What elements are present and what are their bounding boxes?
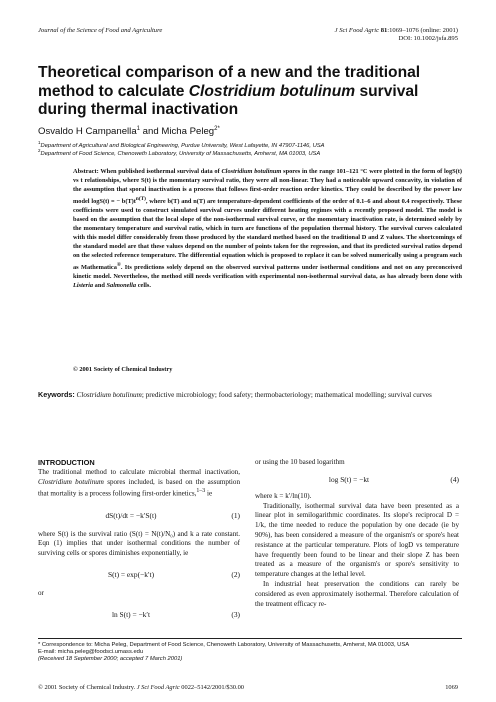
abstract bbox=[73, 168, 462, 291]
equation-3-formula: ln S(t) = −k′t bbox=[111, 609, 151, 619]
right-column bbox=[255, 458, 459, 609]
citation-volume: 81 bbox=[380, 27, 388, 34]
affiliation-1-text: Department of Agricultural and Biological Engineering, Purdue University, West Lafayette, IN 47907-1146, USA bbox=[40, 142, 325, 149]
author-2-sup: 2* bbox=[214, 126, 220, 132]
intro-p1c: spores included, is based on the assumption that mortality is a process following first-order kinetics, bbox=[38, 477, 241, 498]
citation-pages: :1069–1076 (online: 2001) bbox=[387, 27, 458, 34]
equation-4-formula: log S(t) = −kt bbox=[328, 474, 370, 484]
abstract-s3: spores in the range 101–121 °C were plotted in the form of logS(t) vs t relationships, where S(t) is the momentary survival ratio, they were all non-linear. They had a noticeable upward concavity, in violation of the assumption that sporal inactivation is a process that follows first-order reaction order kinetics. They could be described by the power law model logS(t) = − b(T)t bbox=[73, 168, 463, 205]
right-p0: or using the 10 based logarithm bbox=[255, 458, 345, 466]
right-p3: In industrial heat preservation the conditions can rarely be considered as even approximately isothermal. Therefore calculation of the treatment efficacy re- bbox=[255, 579, 459, 608]
author-1-sup: 1 bbox=[136, 126, 140, 132]
journal-name: Journal of the Science of Food and Agriculture bbox=[38, 27, 163, 34]
abstract-s7: and bbox=[93, 281, 107, 289]
keywords bbox=[38, 390, 462, 401]
intro-paragraph-1 bbox=[38, 468, 240, 500]
keywords-rest: ; predictive microbiology; food safety; thermobacteriology; mathematical modelling; survival curves bbox=[141, 391, 432, 399]
title-part1: Theoretical comparison of a new and the traditional method to calculate bbox=[38, 64, 421, 100]
abstract-copyright: © 2001 Society of Chemical Industry bbox=[73, 366, 173, 373]
article-title bbox=[38, 64, 458, 120]
footer-copyright: © 2001 Society of Chemical Industry. bbox=[38, 684, 137, 691]
citation-line bbox=[335, 27, 458, 35]
intro-p1a: The traditional method to calculate microbial thermal inactivation, bbox=[38, 467, 240, 476]
footnote bbox=[38, 642, 462, 664]
author-2: Micha Peleg bbox=[161, 126, 215, 138]
abstract-s9: cells. bbox=[136, 281, 151, 289]
equation-2-formula: S(t) = exp(−k′t) bbox=[107, 569, 155, 579]
section-heading: INTRODUCTION bbox=[38, 458, 95, 467]
email: E-mail: micha.peleg@foodsci.umass.edu bbox=[38, 649, 144, 656]
doi: DOI: 10.1002/jsfa.895 bbox=[398, 35, 458, 42]
abstract-s3-sup: n(T) bbox=[135, 195, 146, 202]
intro-p1-sup: 1–3 bbox=[196, 488, 206, 495]
author-separator: and bbox=[140, 126, 162, 138]
title-italic: Clostridium botulinum bbox=[188, 82, 356, 100]
citation-journal: J Sci Food Agric bbox=[334, 27, 380, 34]
page-number: 1069 bbox=[445, 684, 458, 691]
affiliation-2-text: Department of Food Science, Chenoweth Laboratory, University of Massachusetts, Amherst, MA 01003, USA bbox=[40, 150, 321, 157]
title-part2: survival during thermal inactivation bbox=[38, 82, 419, 118]
equation-1 bbox=[38, 506, 240, 526]
footer-issn: 0022–5142/2001/$30.00 bbox=[179, 684, 244, 691]
abstract-s2: Clostridium botulinum bbox=[221, 168, 282, 175]
keywords-label: Keywords: bbox=[38, 390, 75, 399]
author-list bbox=[38, 124, 220, 137]
equation-3 bbox=[38, 605, 240, 625]
left-column bbox=[38, 458, 240, 625]
equation-4 bbox=[255, 470, 459, 490]
received-dates bbox=[38, 656, 462, 663]
right-p1: where k = k′/ln(10). bbox=[255, 491, 312, 500]
abstract-s8: Salmonella bbox=[106, 281, 137, 289]
intro-p1b: Clostridium botulinum bbox=[38, 477, 104, 486]
author-1: Osvaldo H Campanella bbox=[38, 126, 137, 138]
abstract-s4-sup: ® bbox=[116, 261, 121, 268]
footnote-rule bbox=[38, 638, 462, 639]
affiliation-2-sup: 2 bbox=[38, 148, 41, 153]
affiliation-2 bbox=[38, 147, 320, 158]
equation-1-number: (1) bbox=[231, 510, 240, 520]
abstract-s4: , where b(T) and n(T) are temperature-dependent coefficients of the order of 0.1–6 and about 0.4 respectively. These coefficients were used to construct simulated survival curves under different heating regimes with a recently proposed model. The model is based on the assumption that the local slope of the non-isothermal survival curve, or the momentary inactivation rate, is determined solely by the momentary temperature and survival ratio, which in turn are functions of the population thermal history. The survival curves calculated with this model differ considerably from those produced by the standard method based on the traditional D and Z values. The shortcomings of the standard model are that these values depend on the number of points taken for the regression, and that its predicted survival ratios depend on the selected reference temperature. The differential equation which is proposed to replace it can be solved numerically using a program such as Mathematica bbox=[73, 197, 462, 271]
received-text: (Received 18 September 2000; accepted 7 March 2001) bbox=[38, 656, 183, 663]
equation-2 bbox=[38, 565, 240, 585]
keyword-1: Clostridium botulinum bbox=[76, 391, 142, 399]
abstract-s6: Listeria bbox=[73, 281, 94, 289]
right-p2: Traditionally, isothermal survival data have been presented as a linear plot in semilogarithmic coordinates. Its slope's reciprocal D = 1/k, the time needed to reduce the population by one decade (ie by 90%), has been considered a measure of the organism's or spore's heat resistance at the particular temperature. Plots of logD vs temperature have frequently been found to be linear and their slope Z has been treated as a measure of the organism's or spore's sensitivity to temperature changes at the lethal level. bbox=[255, 501, 459, 579]
or-text: or bbox=[38, 588, 44, 597]
abstract-s5: . Its predictions solely depend on the observed survival patterns under isothermal conditions and not on any preconceived kinetic model. Nevertheless, the method still needs verification with experimental non-isothermal survival data, as has already been done with bbox=[73, 263, 462, 280]
equation-3-number: (3) bbox=[231, 609, 240, 619]
intro-paragraph-2: where S(t) is the survival ratio (S(t) = N(t)/N₀) and k a rate constant. Eqn (1) implies that under isothermal conditions the number of surviving cells or spores diminishes exponentially, ie bbox=[38, 529, 240, 558]
citation-block bbox=[335, 27, 458, 43]
abstract-s1: Abstract: When published isothermal survival data of bbox=[73, 168, 222, 175]
affiliation-1-sup: 1 bbox=[38, 140, 41, 145]
footer-left bbox=[38, 684, 244, 692]
equation-2-number: (2) bbox=[231, 569, 240, 579]
equation-1-formula: dS(t)/dt = −k′S(t) bbox=[105, 510, 157, 520]
footer-journal: J Sci Food Agric bbox=[136, 684, 180, 691]
intro-p1d: ie bbox=[205, 489, 213, 498]
correspondence: * Correspondence to: Micha Peleg, Department of Food Science, Chenoweth Laboratory, University of Massachusetts, Amherst, MA 01003, USA bbox=[38, 642, 410, 648]
equation-4-number: (4) bbox=[450, 474, 459, 484]
